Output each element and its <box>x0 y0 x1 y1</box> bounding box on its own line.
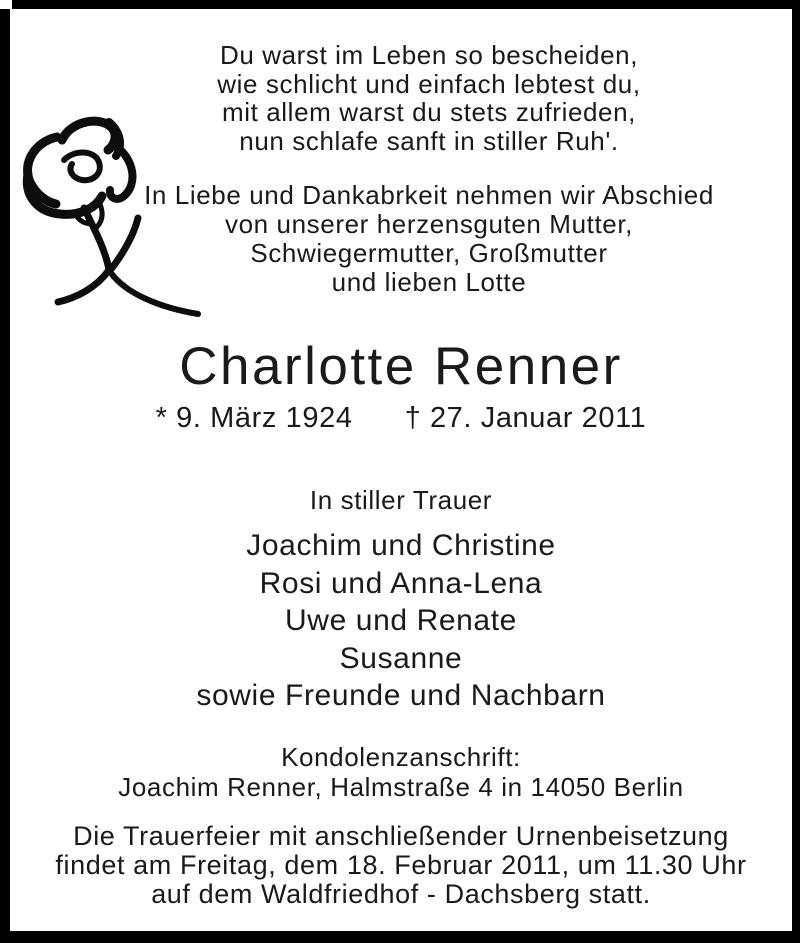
verse-line: Du warst im Leben so bescheiden, <box>219 40 639 70</box>
frame-bar-left <box>0 9 10 943</box>
mourner-line: Susanne <box>339 641 463 675</box>
mourner-line: Rosi und Anna-Lena <box>259 566 543 600</box>
intro-line: von unserer herzensguten Mutter, <box>225 209 633 239</box>
mourning-header: In stiller Trauer <box>309 485 493 515</box>
verse-line: nun schlafe sanft in stiller Ruh'. <box>239 125 619 156</box>
condolence-section <box>10 742 792 802</box>
intro-line: Schwiegermutter, Großmutter <box>250 238 608 268</box>
verse-line: wie schlicht und einfach lebtest du, <box>217 68 641 99</box>
farewell-intro <box>64 181 794 297</box>
frame-bar-top <box>12 0 800 9</box>
deceased-name: Charlotte Renner <box>179 337 623 396</box>
life-dates <box>10 402 792 434</box>
mourners-list <box>10 527 792 715</box>
mourner-line: Joachim und Christine <box>246 529 556 562</box>
verse-line: mit allem warst du stets zufrieden, <box>221 97 637 127</box>
funeral-line: findet am Freitag, dem 18. Februar 2011, um 11.30 Uhr <box>55 850 747 880</box>
intro-line: In Liebe und Dankabrkeit nehmen wir Abschied <box>144 180 714 210</box>
funeral-info <box>10 822 792 909</box>
mourner-line: sowie Freunde und Nachbarn <box>196 679 606 712</box>
condolence-address: Joachim Renner, Halmstraße 4 in 14050 Berlin <box>118 772 684 802</box>
condolence-label: Kondolenzanschrift: <box>281 742 521 772</box>
frame-bar-bottom <box>10 931 800 943</box>
funeral-line: auf dem Waldfriedhof - Dachsberg statt. <box>151 879 651 909</box>
funeral-line: Die Trauerfeier mit anschließender Urnenbeisetzung <box>73 821 729 851</box>
death-date: † 27. Januar 2011 <box>404 402 647 434</box>
intro-line: und lieben Lotte <box>331 267 527 297</box>
birth-date: * 9. März 1924 <box>155 402 353 434</box>
mourner-line: Uwe und Renate <box>285 604 517 637</box>
verse <box>64 41 794 155</box>
